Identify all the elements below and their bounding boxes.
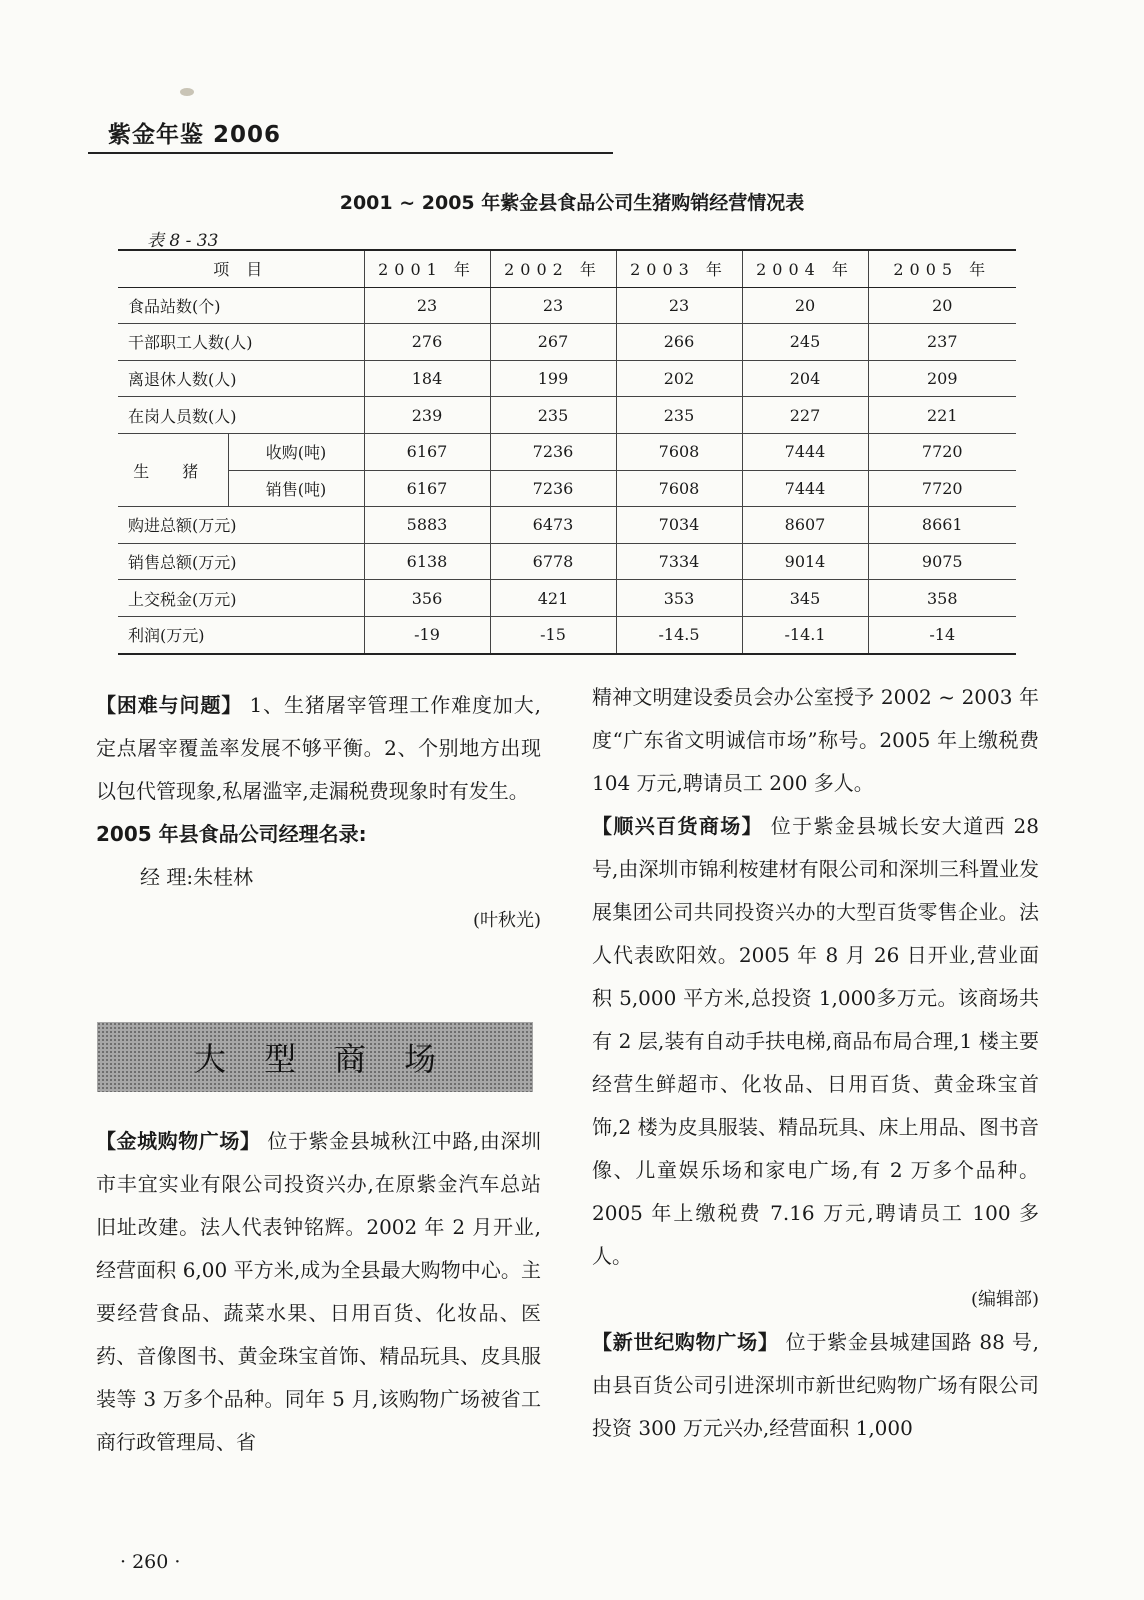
- section-banner: [97, 1022, 533, 1092]
- cell: 9075: [868, 543, 1016, 580]
- cell: 202: [616, 360, 742, 397]
- row-label: 销售总额(万元): [118, 543, 364, 580]
- cell: 235: [616, 397, 742, 434]
- cell: 184: [364, 360, 490, 397]
- manager-heading: 2005 年县食品公司经理名录:: [96, 822, 367, 846]
- cell: 356: [364, 580, 490, 617]
- table-row: [118, 287, 1016, 324]
- cell: 267: [490, 324, 616, 361]
- keyword-difficulty: 【困难与问题】: [96, 693, 243, 717]
- table-row: [118, 616, 1016, 653]
- cell: 421: [490, 580, 616, 617]
- cell: 266: [616, 324, 742, 361]
- header-year: 2001 年: [364, 250, 490, 287]
- section-title: 大型商场: [193, 1040, 474, 1078]
- table-label: 表 8 - 33: [147, 231, 219, 251]
- cell: 7444: [742, 433, 868, 470]
- shunxing-text: 位于紫金县城长安大道西 28 号,由深圳市锦利桉建材有限公司和深圳三科置业发展集团公司共同投资兴办的大型百货零售企业。法人代表欧阳效。2005 年 8 月 26 日开业,营业面积 5,000 平方米,总投资 1,000多万元。该商场共有 2 层,装有自动手扶电梯,商品布局合理,1 楼主要经营生鲜超市、化妆品、日用百货、黄金珠宝首饰,2 楼为皮具服装、精品玩具、床上用品、图书音像、儿童娱乐场和家电广场,有 2 万多个品种。2005 年上缴税费 7.16 万元,聘请员工 100 多人。: [592, 814, 1039, 1268]
- table-title: 2001 ~ 2005 年紫金县食品公司生猪购销经营情况表: [339, 192, 805, 214]
- signature-left: (叶秋光): [472, 910, 541, 931]
- cell: 221: [868, 397, 1016, 434]
- data-table: [118, 249, 1016, 655]
- keyword-jincheng: 【金城购物广场】: [96, 1129, 261, 1153]
- cell: 276: [364, 324, 490, 361]
- header-rule: [88, 152, 613, 154]
- cell: 20: [742, 287, 868, 324]
- header-year: 2002 年: [490, 250, 616, 287]
- row-label: 干部职工人数(人): [118, 324, 364, 361]
- cell: 6138: [364, 543, 490, 580]
- cell: 7334: [616, 543, 742, 580]
- cell: 8607: [742, 507, 868, 544]
- row-label: 在岗人员数(人): [118, 397, 364, 434]
- cell: 20: [868, 287, 1016, 324]
- row-label: 购进总额(万元): [118, 507, 364, 544]
- cell: 358: [868, 580, 1016, 617]
- sub-row-label: 收购(吨): [228, 433, 364, 470]
- cell: 7608: [616, 470, 742, 507]
- cell: 9014: [742, 543, 868, 580]
- cell: 6473: [490, 507, 616, 544]
- header-year: 2003 年: [616, 250, 742, 287]
- cell: -14.5: [616, 616, 742, 653]
- table-row: [118, 543, 1016, 580]
- cell: -19: [364, 616, 490, 653]
- header-item: 项 目: [118, 250, 364, 287]
- cell: 23: [490, 287, 616, 324]
- keyword-xinshiji: 【新世纪购物广场】: [592, 1330, 779, 1354]
- group-label: 生 猪: [118, 433, 228, 506]
- cell: -14: [868, 616, 1016, 653]
- row-label: 上交税金(万元): [118, 580, 364, 617]
- paragraph-difficulty: [96, 684, 541, 813]
- cell: 199: [490, 360, 616, 397]
- difficulty-text: 1、生猪屠宰管理工作难度加大,定点屠宰覆盖率发展不够平衡。2、个别地方出现以包代管现象,私屠滥宰,走漏税费现象时有发生。: [96, 693, 542, 803]
- cell: 345: [742, 580, 868, 617]
- table-row: [118, 580, 1016, 617]
- left-column-lower: [96, 1120, 541, 1464]
- row-label: 离退休人数(人): [118, 360, 364, 397]
- paragraph-xinshiji: [592, 1321, 1039, 1450]
- table-row: [118, 470, 1016, 507]
- row-label: 食品站数(个): [118, 287, 364, 324]
- scan-mark: [180, 88, 194, 96]
- cell: 6167: [364, 433, 490, 470]
- header-year: 2005 年: [868, 250, 1016, 287]
- cell: 7720: [868, 470, 1016, 507]
- cell: 7236: [490, 470, 616, 507]
- xinshiji-text: 位于紫金县城建国路 88 号,由县百货公司引进深圳市新世纪购物广场有限公司投资 300 万元兴办,经营面积 1,000: [592, 1330, 1039, 1440]
- cell: 5883: [364, 507, 490, 544]
- jincheng-text: 位于紫金县城秋江中路,由深圳市丰宜实业有限公司投资兴办,在原紫金汽车总站旧址改建。法人代表钟铭辉。2002 年 2 月开业,经营面积 6,00 平方米,成为全县最大购物中心。主要经营食品、蔬菜水果、日用百货、化妆品、医药、音像图书、黄金珠宝首饰、精品玩具、皮具服装等 3 万多个品种。同年 5 月,该购物广场被省工商行政管理局、省: [96, 1129, 541, 1454]
- manager-line: 经 理:朱桂林: [140, 865, 254, 889]
- running-header: 紫金年鉴 2006: [108, 122, 282, 148]
- table-row: [118, 507, 1016, 544]
- keyword-shunxing: 【顺兴百货商场】: [592, 814, 763, 838]
- cell: 7720: [868, 433, 1016, 470]
- cell: 209: [868, 360, 1016, 397]
- cell: -15: [490, 616, 616, 653]
- cell: 7444: [742, 470, 868, 507]
- paragraph-continued: 精神文明建设委员会办公室授予 2002 ~ 2003 年度“广东省文明诚信市场”称号。2005 年上缴税费 104 万元,聘请员工 200 多人。: [592, 685, 1039, 795]
- cell: 8661: [868, 507, 1016, 544]
- paragraph-shunxing: [592, 805, 1039, 1278]
- cell: 23: [364, 287, 490, 324]
- right-column: [592, 676, 1039, 1450]
- page-number: · 260 ·: [120, 1551, 181, 1573]
- cell: 237: [868, 324, 1016, 361]
- paragraph-jincheng: [96, 1120, 541, 1464]
- table-header-row: [118, 250, 1016, 287]
- cell: 7236: [490, 433, 616, 470]
- table-row: [118, 360, 1016, 397]
- table-row: [118, 397, 1016, 434]
- cell: 227: [742, 397, 868, 434]
- cell: 235: [490, 397, 616, 434]
- cell: 7608: [616, 433, 742, 470]
- table-row: [118, 433, 1016, 470]
- cell: 7034: [616, 507, 742, 544]
- left-column: [96, 684, 541, 942]
- cell: 245: [742, 324, 868, 361]
- header-year: 2004 年: [742, 250, 868, 287]
- cell: 23: [616, 287, 742, 324]
- cell: 6167: [364, 470, 490, 507]
- cell: 239: [364, 397, 490, 434]
- cell: 6778: [490, 543, 616, 580]
- cell: 353: [616, 580, 742, 617]
- cell: 204: [742, 360, 868, 397]
- table-row: [118, 324, 1016, 361]
- cell: -14.1: [742, 616, 868, 653]
- signature-right: (编辑部): [970, 1289, 1039, 1310]
- sub-row-label: 销售(吨): [228, 470, 364, 507]
- row-label: 利润(万元): [118, 616, 364, 653]
